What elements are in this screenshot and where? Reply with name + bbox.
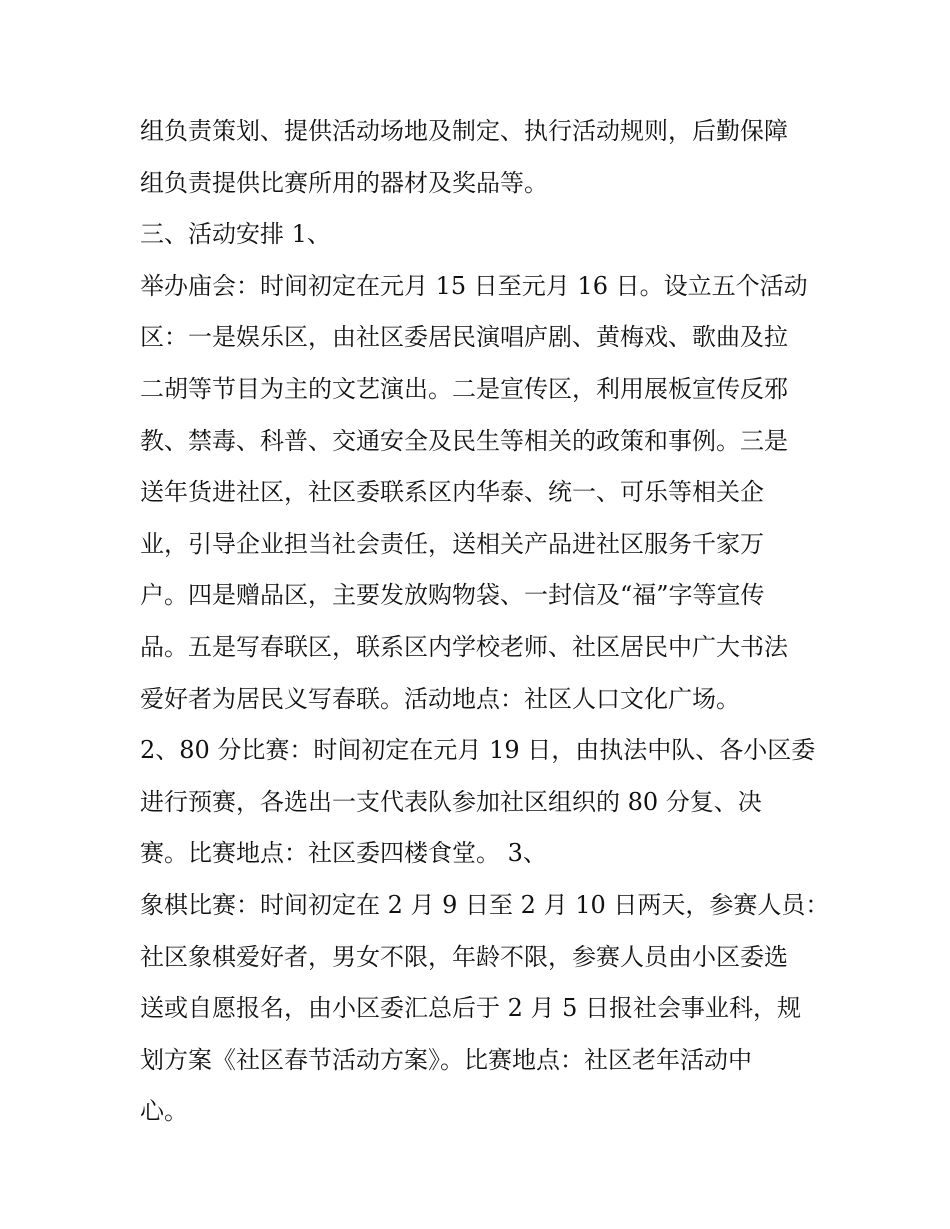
text-line-10: 户。四是赠品区，主要发放购物袋、一封信及“福”字等宣传 xyxy=(140,581,765,610)
text-line-7: 教、禁毒、科普、交通安全及民生等相关的政策和事例。三是 xyxy=(140,426,788,455)
text-line-9: 业，引导企业担当社会责任，送相关产品进社区服务千家万 xyxy=(140,529,764,558)
text-line-4: 举办庙会：时间初定在元月 15 日至元月 16 日。设立五个活动 xyxy=(140,271,808,300)
text-line-19: 划方案《社区春节活动方案》。比赛地点：社区老年活动中 xyxy=(140,1045,752,1074)
document-body xyxy=(140,106,830,1138)
text-line-1: 组负责策划、提供活动场地及制定、执行活动规则，后勤保障 xyxy=(140,117,788,145)
text-line-2: 组负责提供比赛所用的器材及奖品等。 xyxy=(140,168,548,197)
text-line-20: 心。 xyxy=(140,1097,188,1126)
text-line-14: 进行预赛，各选出一支代表队参加社区组织的 80 分复、决 xyxy=(140,787,762,816)
text-line-16: 象棋比赛：时间初定在 2 月 9 日至 2 月 10 日两天，参赛人员： xyxy=(140,890,830,919)
text-line-6: 二胡等节目为主的文艺演出。二是宣传区，利用展板宣传反邪 xyxy=(140,374,788,403)
text-line-8: 送年货进社区，社区委联系区内华泰、统一、可乐等相关企 xyxy=(140,478,764,507)
text-line-15: 赛。比赛地点：社区委四楼食堂。 3、 xyxy=(140,839,547,868)
text-line-3: 三、活动安排 1、 xyxy=(140,220,331,249)
text-line-18: 送或自愿报名，由小区委汇总后于 2 月 5 日报社会事业科，规 xyxy=(140,994,802,1023)
text-line-17: 社区象棋爱好者，男女不限，年龄不限，参赛人员由小区委选 xyxy=(140,942,788,971)
text-line-11: 品。五是写春联区，联系区内学校老师、社区居民中广大书法 xyxy=(140,632,788,661)
text-line-13: 2、80 分比赛：时间初定在元月 19 日，由执法中队、各小区委 xyxy=(140,736,816,765)
text-line-5: 区：一是娱乐区，由社区委居民演唱庐剧、黄梅戏、歌曲及拉 xyxy=(140,323,788,352)
text-line-12: 爱好者为居民义写春联。活动地点：社区人口文化广场。 xyxy=(140,684,740,713)
